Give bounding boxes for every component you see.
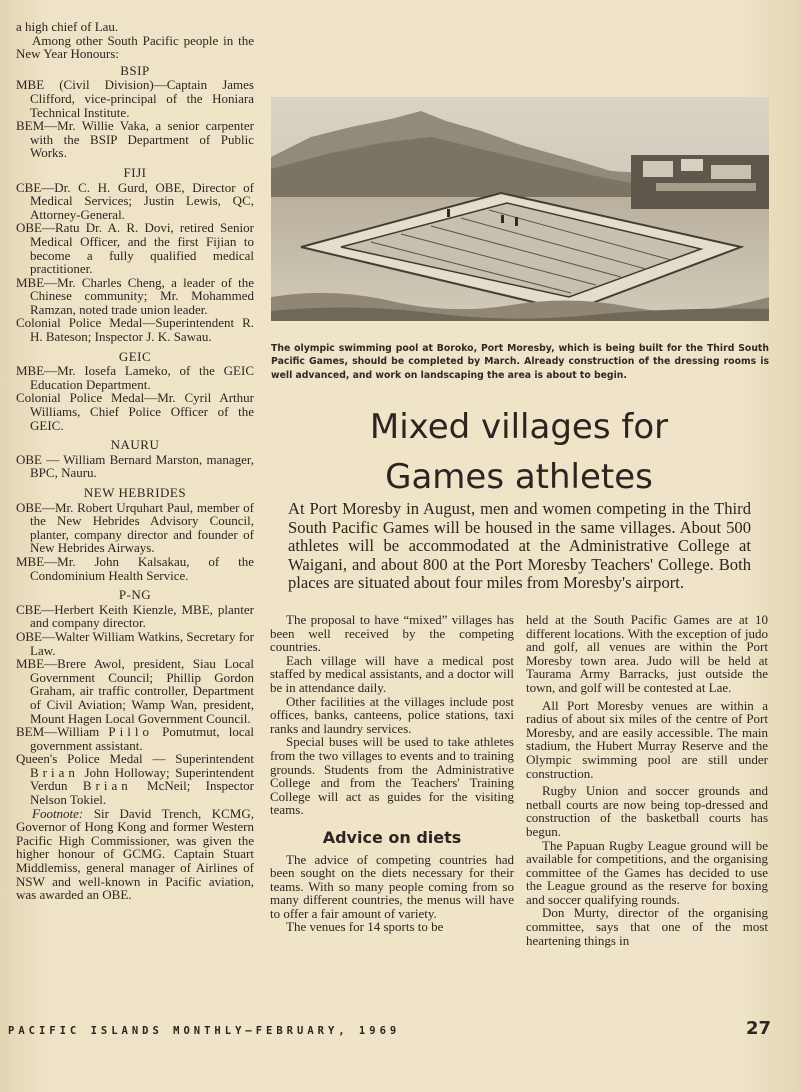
running-footer: PACIFIC ISLANDS MONTHLY—FEBRUARY, 1969	[8, 1025, 401, 1037]
bem-rest: Pomutmut, local government assistant.	[30, 724, 254, 753]
article-paragraph: Don Murty, director of the organising committee, says that one of the most heartening things in	[526, 905, 768, 948]
footnote-text: Sir David Trench, KCMG, Governor of Hong Kong and former Western Pacific High Commissioner, was given the higher honour of GCMG. Captain Stuart Middlemiss, general manager of Airlines of NSW and well-known in Pacific aviation, was awarded an OBE.	[16, 805, 254, 903]
article-paragraph: Other facilities at the villages include post offices, banks, canteens, police stations, taxi ranks and laundry services.	[270, 693, 514, 736]
honour-entry: CBE—Herbert Keith Kienzle, MBE, planter and company director.	[16, 601, 254, 631]
honour-entry: BEM—Mr. Willie Vaka, a senior carpenter with the BSIP Department of Public Works.	[16, 118, 254, 161]
honours-intro-2: Among other South Pacific people in the New Year Honours:	[16, 32, 254, 62]
article-paragraph: Special buses will be used to take athletes from the two villages to events and to training grounds. Students from the Administrative College and from the Teachers' Training College will act as guides for the visiting teams.	[270, 734, 514, 818]
article-paragraph: held at the South Pacific Games are at 10 different locations. With the exception of judo and golf, all venues are within the Port Moresby town area. Judo will be held at Taurama Army Barracks, just outside the town, and golf will be contested at Lae.	[526, 612, 768, 695]
article-paragraph: Each village will have a medical post staffed by medical assistants, and a doctor will be in attendance daily.	[270, 652, 514, 695]
section-heading-png: P-NG	[118, 587, 152, 603]
article-column-2	[526, 613, 768, 947]
qpm-rest: McNeil; Inspector Nelson Tokiel.	[30, 778, 255, 808]
headline-line-1: Mixed villages for	[369, 407, 669, 447]
section-heading-fiji: FIJI	[123, 164, 147, 180]
section-heading-bsip: BSIP	[120, 62, 150, 78]
section-heading-new-hebrides: NEW HEBRIDES	[83, 485, 187, 500]
qpm-name-2: Brian	[82, 778, 132, 794]
honour-entry: CBE—Dr. C. H. Gurd, OBE, Director of Medical Services; Justin Lewis, QC, Attorney-General.	[16, 179, 254, 222]
article-headline	[286, 402, 752, 502]
photo-image	[271, 97, 769, 321]
photo-caption: The olympic swimming pool at Boroko, Port Moresby, which is being built for the Third South Pacific Games, should be completed by March. Already construction of the dressing rooms is well advanced, and work on landscaping the area is about to begin.	[271, 343, 769, 381]
article-paragraph: Rugby Union and soccer grounds and netball courts are now being top-dressed and construction of the basketball courts has begun.	[526, 783, 768, 839]
honour-entry: MBE—Brere Awol, president, Siau Local Government Council; Phillip Gordon Graham, air traffic controller, Department of Civil Aviation; Wamp Wan, president, Mount Hagen Local Government Council.	[16, 656, 254, 726]
honour-entry: OBE—Ratu Dr. A. R. Dovi, retired Senior Medical Officer, and the first Fijian to become a fully qualified medical practitioner.	[16, 220, 254, 277]
honours-intro-1: a high chief of Lau.	[16, 19, 119, 34]
honour-entry: Colonial Police Medal—Mr. Cyril Arthur Williams, Chief Police Officer of the GEIC.	[16, 390, 254, 433]
honour-entry: OBE—Walter William Watkins, Secretary for Law.	[16, 628, 254, 658]
honours-column	[16, 20, 254, 902]
bem-name: Pillo	[108, 724, 153, 740]
honour-entry: MBE (Civil Division)—Captain James Clifford, vice-principal of the Honiara Technical Institute.	[16, 77, 254, 120]
honour-entry: MBE—Mr. Charles Cheng, a leader of the Chinese community; Mr. Mohammed Ramzan, noted trade union leader.	[16, 274, 254, 317]
honour-entry-bem	[16, 725, 254, 752]
article-paragraph: The advice of competing countries had been sought on the diets necessary for their teams. With so many people coming from so many different countries, the menus will have to offer a fair amount of variety.	[270, 851, 514, 921]
qpm-mid: John Holloway; Superintendent Verdun	[30, 764, 254, 794]
qpm-prefix: Queen's Police Medal — Superintendent	[16, 751, 254, 767]
section-heading-nauru: NAURU	[110, 437, 160, 453]
headline-line-2: Games athletes	[385, 457, 653, 497]
page-number: 27	[746, 1018, 772, 1039]
honour-entry: Colonial Police Medal—Superintendent R. H. Bateson; Inspector J. K. Sawau.	[16, 315, 254, 345]
article-intro: At Port Moresby in August, men and women competing in the Third South Pacific Games will be housed in the same villages. About 500 athletes will be accommodated at the Administrative College at Waigani, and about 800 at the Port Moresby Teachers' College. Both places are situated about four miles from Moresby's airport.	[288, 499, 751, 593]
honour-entry: OBE—Mr. Robert Urquhart Paul, member of the New Hebrides Advisory Council, planter, company director and founder of New Hebrides Airways.	[16, 499, 254, 556]
honour-entry: MBE—Mr. John Kalsakau, of the Condominium Health Service.	[16, 553, 254, 583]
bem-prefix: BEM—William	[16, 724, 100, 740]
article-paragraph: All Port Moresby venues are within a radius of about six miles of the centre of Port Moresby, and are easily accessible. The main stadium, the Hubert Murray Reserve and the Olympic swimming pool are still under construction.	[526, 697, 768, 781]
footnote	[16, 807, 254, 902]
honour-entry-qpm	[16, 752, 254, 806]
article-paragraph: The Papuan Rugby League ground will be available for competitions, and the organising committee of the Games has decided to use the League ground as the reserve for boxing and soccer qualifying rounds.	[526, 837, 768, 907]
article-paragraph: The proposal to have “mixed” villages has been well received by the competing countries.	[270, 612, 514, 655]
honour-entry: MBE—Mr. Iosefa Lameko, of the GEIC Education Department.	[16, 363, 254, 392]
footnote-label: Footnote:	[32, 805, 84, 821]
article-paragraph: The venues for 14 sports to be	[286, 919, 444, 935]
article-subhead: Advice on diets	[322, 827, 462, 847]
section-heading-geic: GEIC	[118, 348, 152, 364]
article-column-1	[270, 613, 514, 934]
honour-entry: OBE — William Bernard Marston, manager, BPC, Nauru.	[16, 451, 254, 481]
qpm-name-1: Brian	[30, 764, 79, 780]
swimming-pool-photo	[271, 97, 769, 321]
